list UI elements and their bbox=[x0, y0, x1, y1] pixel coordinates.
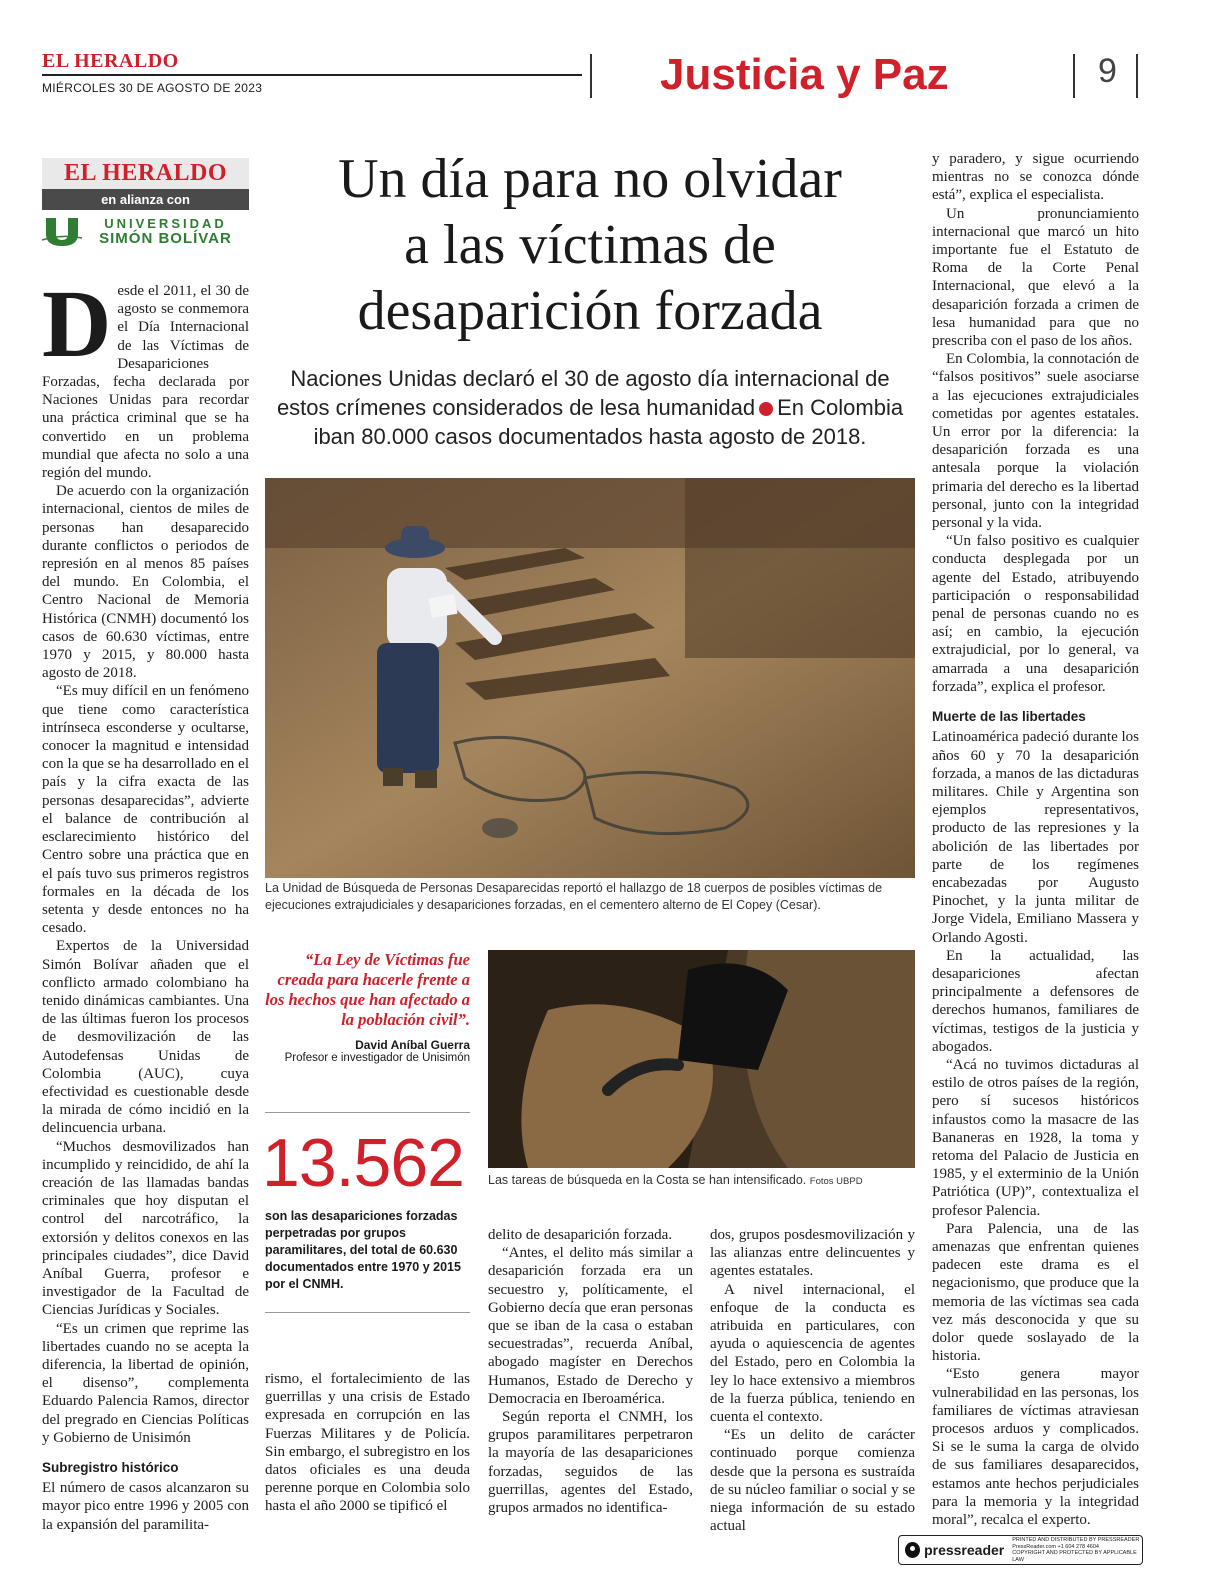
paragraph: Según reporta el CNMH, los grupos paramilitares perpetraron la mayoría de las desapariciones forzadas, seguidos de las guerrillas, agentes del Estado, grupos armados no identifica- bbox=[488, 1409, 693, 1517]
excavation-photo-image bbox=[265, 478, 915, 878]
search-photo-image bbox=[488, 950, 915, 1168]
pressreader-badge[interactable] bbox=[898, 1535, 1143, 1565]
paragraph: A nivel internacional, el enfoque de la conducta es atribuida en particulares, con ayuda o aquiescencia de agentes del Estado, pero en Colombia la ley lo hace extensivo a miembros de la fuerza pública, teniendo en cuenta el contexto. bbox=[710, 1281, 915, 1426]
masthead-rule bbox=[42, 74, 582, 76]
paragraph: y paradero, y sigue ocurriendo mientras no se conozca dónde está”, explica el especialista. bbox=[932, 151, 1139, 204]
pressreader-icon bbox=[905, 1542, 920, 1558]
pull-quote bbox=[265, 950, 470, 1064]
article-column-5 bbox=[932, 150, 1139, 1529]
paragraph: “Un falso positivo es cualquier conducta desplegada por un agente del Estado, atribuyendo participación o responsabilidad penal de personas cuando no es así; en cambio, la ejecución extrajudicial, por lo general, va amarrada a una desaparición forzada”, explica el profesor. bbox=[932, 533, 1139, 695]
paragraph: En Colombia, la connotación de “falsos positivos” suele asociarse a las ejecuciones extrajudiciales cometidas por agentes estatales. Un error por la diferencia: la desaparición forzada es una antesala porque la violación primaria del derecho es la libertad personal, junto con la integridad personal y la vida. bbox=[932, 351, 1139, 532]
excavation-photo bbox=[265, 478, 915, 878]
subheading: Subregistro histórico bbox=[42, 1460, 179, 1475]
paragraph: Un pronunciamiento internacional que marcó un hito importante fue el Estatuto de Roma de la Corte Penal Internacional, que elevó a la desaparición forzada a crimen de lesa humanidad para que no prescriba con el paso de los años. bbox=[932, 205, 1139, 350]
deck bbox=[265, 364, 915, 451]
headline bbox=[265, 146, 915, 344]
logo-alianza: en alianza con bbox=[42, 189, 249, 210]
paragraph: “Antes, el delito más similar a desaparición forzada era un secuestro y, políticamente, el Gobierno decía que eran personas que se iban de la casa o estaban secuestradas”, recuerda Aníbal, abogado magíster en Derechos Humanos, Estado de Derecho y Democracia en Iberoamérica. bbox=[488, 1245, 693, 1407]
section-title: Justicia y Paz bbox=[660, 50, 949, 99]
deck-part1: Naciones Unidas declaró el 30 de agosto día internacional de estos crímenes considerados de lesa humanidad bbox=[276, 366, 890, 420]
quote-author: David Aníbal Guerra bbox=[355, 1038, 470, 1052]
masthead-brand: EL HERALDO bbox=[42, 50, 179, 72]
paragraph: Expertos de la Universidad Simón Bolívar añaden que el conflicto armado colombiano ha tenido dinámicas cambiantes. Una de las últimas fueron los procesos de desmovilización de las Autodefensas Unidas de Colombia (AUC), cuya efectividad es cuestionable desde la mirada de cómo incidió en la delincuencia urbana. bbox=[42, 938, 249, 1137]
article-column-1 bbox=[42, 270, 249, 1534]
article-column-3 bbox=[488, 1226, 693, 1517]
paragraph: Para Palencia, una de las amenazas que enfrentan quienes padecen este drama es el negacionismo, que produce que la memoria de las víctimas sea cada vez más desconocida y que su dolor quede soslayado de la historia. bbox=[932, 1220, 1139, 1365]
bullet-dot-icon bbox=[759, 402, 773, 416]
paragraph: El número de casos alcanzaron su mayor pico entre 1996 y 2005 con la expansión del paramilita- bbox=[42, 1480, 249, 1533]
legal-line: PRINTED AND DISTRIBUTED BY PRESSREADER bbox=[1012, 1537, 1140, 1543]
paragraph: esde el 2011, el 30 de agosto se conmemora el Día Internacional de las Víctimas de Desapariciones Forzadas, fecha declarada por Naciones Unidas para recordar una práctica criminal que se ha convertido en un problema mundial que afecta no solo a una región del mundo. bbox=[42, 283, 249, 482]
paragraph: “Muchos desmovilizados han incumplido y reincidido, de ahí la creación de las llamadas bandas criminales que hoy disputan el control del narcotráfico, la extorsión y delitos conexos en las principales ciudades”, dice David Aníbal Guerra, profesor e investigador de la Facultad de Ciencias Jurídicas y Sociales. bbox=[42, 1138, 249, 1319]
photo2-caption bbox=[488, 1172, 915, 1190]
paragraph: En la actualidad, las desapariciones afectan principalmente a defensores de derechos humanos, familiares de víctimas, testigos de la justicia y abogados. bbox=[932, 947, 1139, 1055]
deck-part2: En Colombia iban 80.000 casos documentados hasta agosto de 2018. bbox=[313, 395, 904, 449]
quote-text: “La Ley de Víctimas fue creada para hacerle frente a los hechos que han afectado a la población civil”. bbox=[265, 950, 470, 1029]
university-emblem-icon bbox=[42, 214, 82, 248]
alliance-logo bbox=[42, 158, 249, 248]
article-column-2 bbox=[265, 1370, 470, 1516]
page-number: 9 bbox=[1098, 52, 1117, 90]
header-divider bbox=[590, 54, 592, 98]
header-divider bbox=[1073, 54, 1075, 98]
paragraph: Latinoamérica padeció durante los años 60 y 70 la desaparición forzada, a manos de las dictaduras militares. Chile y Argentina son ejemplos representativos, producto de las represiones y la abolición de las libertades por parte de los regímenes encabezadas por Augusto Pinochet, y la junta militar de Jorge Videla, Emiliano Massera y Orlando Agosti. bbox=[932, 729, 1139, 946]
stat-rule-top bbox=[265, 1112, 470, 1113]
paragraph: “Es un crimen que reprime las libertades cuando no se acepta la diferencia, la libertad de opinión, el disenso”, complementa Eduardo Palencia Ramos, director del pregrado en Ciencias Políticas y Gobierno de Unisimón bbox=[42, 1320, 249, 1446]
quote-role: Profesor e investigador de Unisimón bbox=[284, 1052, 470, 1064]
search-photo bbox=[488, 950, 915, 1168]
paragraph: delito de desaparición forzada. bbox=[488, 1227, 673, 1243]
pressreader-name: pressreader bbox=[924, 1542, 1005, 1558]
legal-line: COPYRIGHT AND PROTECTED BY APPLICABLE LAW bbox=[1012, 1550, 1137, 1563]
headline-line: desaparición forzada bbox=[357, 280, 823, 342]
paragraph: rismo, el fortalecimiento de las guerrillas y una crisis de Estado expresada en corrupción en las Fuerzas Militares y de Policía. Sin embargo, el subregistro en los datos oficiales es una deuda perenne porque en Colombia solo hasta el año 2000 se tipificó el bbox=[265, 1371, 470, 1515]
headline-line: a las víctimas de bbox=[404, 214, 776, 276]
photo1-caption: La Unidad de Búsqueda de Personas Desaparecidas reportó el hallazgo de 18 cuerpos de posibles víctimas de ejecuciones extrajudiciales y desapariciones forzadas, en el cementero alterno de El Copey (Cesar). bbox=[265, 881, 883, 912]
logo-name: EL HERALDO bbox=[42, 158, 249, 189]
stat-rule-bottom bbox=[265, 1312, 470, 1313]
paragraph: “Es un delito de carácter continuado porque comienza desde que la persona es sustraída de su núcleo familiar o social y se niega información de su estado actual bbox=[710, 1427, 915, 1535]
dropcap: D bbox=[42, 270, 112, 377]
pressreader-legal bbox=[1012, 1537, 1142, 1563]
stat-number: 13.562 bbox=[262, 1125, 464, 1201]
paragraph: dos, grupos posdesmovilización y las alianzas entre delincuentes y agentes estatales. bbox=[710, 1227, 915, 1280]
paragraph: “Esto genera mayor vulnerabilidad en las personas, los familiares de víctimas atraviesan procesos arduos y complicados. Si se le suma la carga de olvido de sus familiares desaparecidos, estamos ante hechos perjudiciales para la memoria y la integridad moral”, recalca el experto. bbox=[932, 1366, 1139, 1529]
paragraph: “Acá no tuvimos dictaduras al estilo de otros países de la región, pero sí sucesos históricos infaustos como la masacre de las Bananeras en 1928, la toma y retoma del Palacio de Justicia en 1985, y el exterminio de la Unión Patriótica (UP)”, contextualiza el profesor Palencia. bbox=[932, 1056, 1139, 1219]
paragraph: “Es muy difícil en un fenómeno que tiene como característica intrínseca esconderse y ocultarse, conocer la magnitud e intensidad con la que se ha desarrollado en el país y la cifra exacta de las personas desaparecidas”, advierte el balance de contribución al esclarecimiento histórico del Centro sobre una práctica que en el país tuvo sus primeros registros formales en la década de los setenta y desde entonces no ha cesado. bbox=[42, 683, 249, 937]
photo2-caption-text: Las tareas de búsqueda en la Costa se han intensificado. bbox=[488, 1173, 807, 1187]
legal-line: PressReader.com +1 604 278 4604 bbox=[1012, 1543, 1099, 1550]
stat-text: son las desapariciones forzadas perpetradas por grupos paramilitares, del total de 60.630 documentados entre 1970 y 2015 por el CNMH. bbox=[265, 1209, 461, 1291]
article-column-4 bbox=[710, 1226, 915, 1535]
university-line1: UNIVERSIDAD bbox=[104, 216, 227, 231]
header-divider bbox=[1136, 54, 1138, 98]
paragraph: De acuerdo con la organización internacional, cientos de miles de personas han desaparecido durante conflictos o periodos de represión en al menos 85 países del mundo. En Colombia, el Centro Nacional de Memoria Histórica (CNMH) documentó los casos de 60.630 víctimas, entre 1970 y 2015, y 80.000 hasta agosto de 2018. bbox=[42, 483, 249, 682]
edition-date: MIÉRCOLES 30 DE AGOSTO DE 2023 bbox=[42, 81, 263, 95]
subheading: Muerte de las libertades bbox=[932, 709, 1086, 725]
headline-line: Un día para no olvidar bbox=[338, 148, 842, 210]
university-line2: SIMÓN BOLÍVAR bbox=[99, 230, 232, 247]
university-logo bbox=[42, 210, 249, 248]
photo-credit: Fotos UBPD bbox=[809, 1176, 863, 1187]
